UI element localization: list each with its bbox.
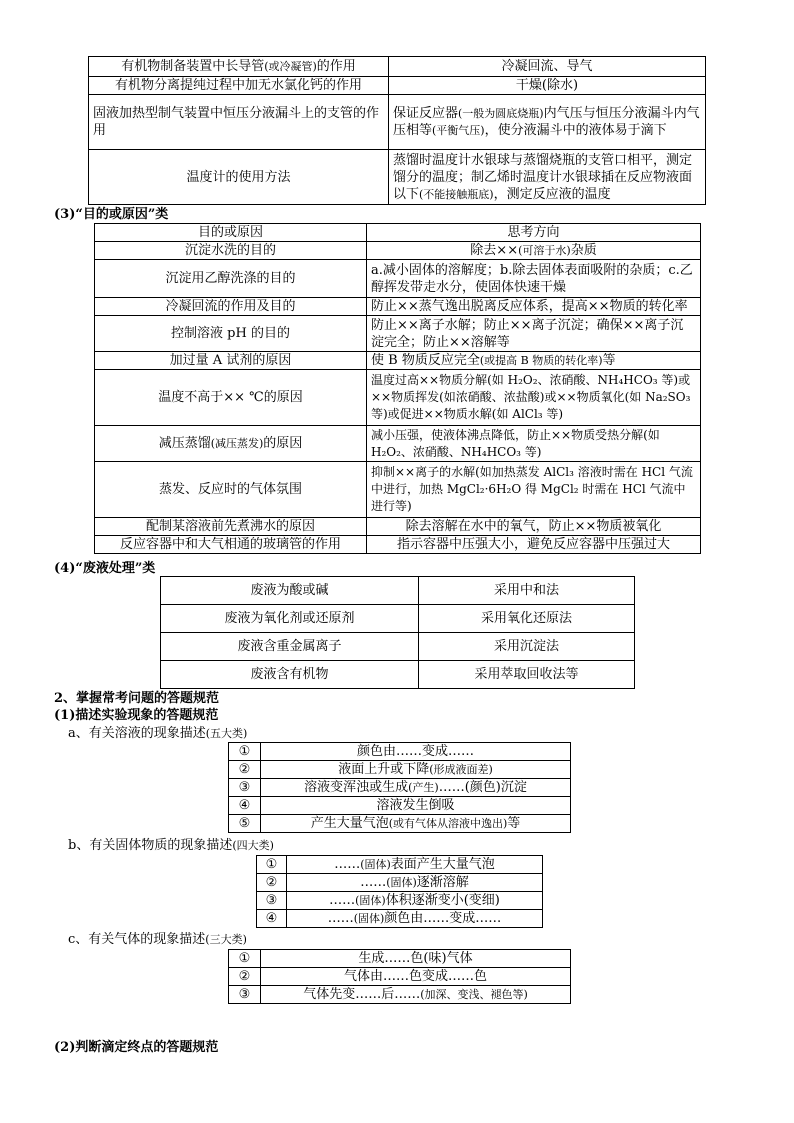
table-solid-phenomena: [256, 855, 543, 928]
subsection-b-label: b、有关固体物质的现象描述(四大类): [68, 838, 274, 853]
table-row: ④ 溶液发生倒吸: [229, 797, 571, 815]
table-row: 减压蒸馏(减压蒸发)的原因 减小压强，使液体沸点降低，防止××物质受热分解(如 H₂O₂、浓硝酸、NH₄HCO₃ 等): [95, 426, 701, 462]
table-row: ② 液面上升或下降(形成液面差): [229, 761, 571, 779]
table-gas-phenomena: [228, 949, 571, 1004]
sub2-heading: (2)判断滴定终点的答题规范: [54, 1040, 219, 1055]
table-row: 废液为氧化剂或还原剂 采用氧化还原法: [161, 605, 635, 633]
subsection-c-label: c、有关气体的现象描述(三大类): [68, 932, 247, 947]
table-row: ② 气体由……色变成……色: [229, 968, 571, 986]
table-row: 废液含重金属离子 采用沉淀法: [161, 633, 635, 661]
table-header-row: 目的或原因 思考方向: [95, 224, 701, 242]
table-row: 配制某溶液前先煮沸水的原因 除去溶解在水中的氧气，防止××物质被氧化: [95, 518, 701, 536]
table-row: 加过量 A 试剂的原因 使 B 物质反应完全(或提高 B 物质的转化率)等: [95, 352, 701, 370]
table-row: ① ……(固体)表面产生大量气泡: [257, 856, 543, 874]
table-row: 废液为酸或碱 采用中和法: [161, 577, 635, 605]
table-row: 温度不高于×× ℃的原因 温度过高××物质分解(如 H₂O₂、浓硝酸、NH₄HCO₃ 等)或××物质挥发(如浓硝酸、浓盐酸)或××物质氧化(如 Na₂SO₃ 等)或促进××物质水解(如 AlCl₃ 等): [95, 370, 701, 426]
table-row: 反应容器中和大气相通的玻璃管的作用 指示容器中压强大小，避免反应容器中压强过大: [95, 536, 701, 554]
table-row: 废液含有机物 采用萃取回收法等: [161, 661, 635, 689]
table-row: ① 生成……色(味)气体: [229, 950, 571, 968]
table-row: 控制溶液 pH 的目的 防止××离子水解；防止××离子沉淀；确保××离子沉淀完全；防止××溶解等: [95, 316, 701, 352]
table-row: 沉淀水洗的目的 除去××(可溶于水)杂质: [95, 242, 701, 260]
table-apparatus: [88, 56, 706, 205]
table-solution-phenomena: [228, 742, 571, 833]
table-row: ⑤ 产生大量气泡(或有气体从溶液中逸出)等: [229, 815, 571, 833]
section2-heading: 2、掌握常考问题的答题规范: [54, 691, 220, 706]
table-row: 蒸发、反应时的气体氛围 抑制××离子的水解(如加热蒸发 AlCl₃ 溶液时需在 HCl 气流中进行，加热 MgCl₂·6H₂O 得 MgCl₂ 时需在 HCl 气流中进行等): [95, 462, 701, 518]
table-row: 冷凝回流的作用及目的 防止××蒸气逸出脱离反应体系，提高××物质的转化率: [95, 298, 701, 316]
table-row: ③ 气体先变……后……(加深、变浅、褪色等): [229, 986, 571, 1004]
section3-heading: (3)“目的或原因”类: [54, 207, 169, 222]
table-row: 沉淀用乙醇洗涤的目的 a.减小固体的溶解度；b.除去固体表面吸附的杂质；c.乙醇挥发带走水分，使固体快速干燥: [95, 260, 701, 298]
table-row: ③ 溶液变浑浊或生成(产生)……(颜色)沉淀: [229, 779, 571, 797]
table-waste: [160, 576, 635, 689]
section4-heading: (4)“废液处理”类: [54, 561, 156, 576]
table-row: 固液加热型制气装置中恒压分液漏斗上的支管的作用 保证反应器(一般为圆底烧瓶)内气压与恒压分液漏斗内气压相等(平衡气压)，使分液漏斗中的液体易于滴下: [89, 95, 706, 150]
table-row: ④ ……(固体)颜色由……变成……: [257, 910, 543, 928]
table-row: 有机物分离提纯过程中加无水氯化钙的作用 干燥(除水): [89, 77, 706, 95]
table-row: ③ ……(固体)体积逐渐变小(变细): [257, 892, 543, 910]
table-row: 有机物制备装置中长导管(或冷凝管)的作用 冷凝回流、导气: [89, 57, 706, 77]
sub1-heading: (1)描述实验现象的答题规范: [54, 708, 219, 723]
subsection-a-label: a、有关溶液的现象描述(五大类): [68, 726, 248, 741]
table-purpose-reason: [94, 223, 701, 554]
table-row: 温度计的使用方法 蒸馏时温度计水银球与蒸馏烧瓶的支管口相平，测定馏分的温度；制乙烯时温度计水银球插在反应物液面以下(不能接触瓶底)，测定反应液的温度: [89, 150, 706, 205]
table-row: ① 颜色由……变成……: [229, 743, 571, 761]
table-row: ② ……(固体)逐渐溶解: [257, 874, 543, 892]
